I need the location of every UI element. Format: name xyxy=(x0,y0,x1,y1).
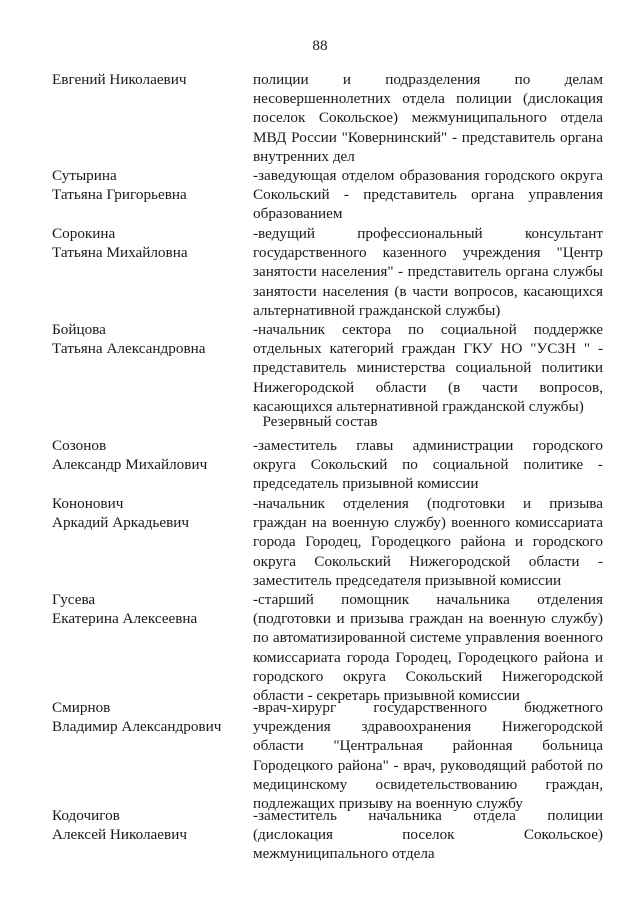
member-role: -заведующая отделом образования городского округа Сокольский - представитель органа управления образованием xyxy=(253,167,603,223)
member-name xyxy=(52,224,242,262)
member-given-name: Евгений Николаевич xyxy=(52,71,187,88)
member-surname: Гусева xyxy=(52,591,96,608)
member-given-name: Аркадий Аркадьевич xyxy=(52,514,190,532)
member-name xyxy=(52,70,242,89)
member-name xyxy=(52,166,242,204)
member-role: полиции и подразделения по делам несовершеннолетних отдела полиции (дислокация поселок Сокольское) межмуниципального отдела МВД России "Ковернинский" - представитель органа внутренних дел xyxy=(253,71,603,165)
member-given-name: Татьяна Михайловна xyxy=(52,244,188,262)
member-name xyxy=(52,320,242,358)
member-role: -заместитель главы администрации городского округа Сокольский по социальной политике - председатель призывной комиссии xyxy=(253,437,603,493)
member-name xyxy=(52,494,242,532)
member-surname: Кодочигов xyxy=(52,807,120,824)
member-surname: Созонов xyxy=(52,437,107,454)
member-given-name: Владимир Александрович xyxy=(52,718,222,736)
member-surname: Бойцова xyxy=(52,321,106,338)
member-surname: Сорокина xyxy=(52,225,116,242)
member-surname: Смирнов xyxy=(52,699,111,716)
member-name xyxy=(52,698,242,736)
reserve-section-heading: Резервный состав xyxy=(262,413,378,430)
member-given-name: Алексей Николаевич xyxy=(52,826,187,844)
member-surname: Кононович xyxy=(52,495,124,512)
member-given-name: Татьяна Александровна xyxy=(52,340,206,358)
member-given-name: Александр Михайлович xyxy=(52,456,208,474)
member-role: -начальник сектора по социальной поддержке отдельных категорий граждан ГКУ НО "УСЗН " - представитель министерства социальной политики Нижегородской области (в части вопросов, касающихся альтернативной гражданской службы) xyxy=(253,321,603,415)
member-given-name: Татьяна Григорьевна xyxy=(52,186,187,204)
member-role: -заместитель начальника отдела полиции (дислокация поселок Сокольское) межмуниципального отдела xyxy=(253,807,603,863)
member-name xyxy=(52,806,242,844)
member-surname: Сутырина xyxy=(52,167,117,184)
member-given-name: Екатерина Алексеевна xyxy=(52,610,198,628)
page-number: 88 xyxy=(312,37,328,54)
member-role: -ведущий профессиональный консультант государственного казенного учреждения "Центр занятости населения" - представитель органа службы занятости населения (в части вопросов, касающихся альтернативной гражданской службы) xyxy=(253,225,603,319)
member-role: -врач-хирург государственного бюджетного учреждения здравоохранения Нижегородской области "Центральная районная больница Городецкого района" - врач, руководящий работой по медицинскому освидетельствованию граждан, подлежащих призыву на военную службу xyxy=(253,699,603,813)
member-role: -старший помощник начальника отделения (подготовки и призыва граждан на военную службу) по автоматизированной системе управления военного комиссариата города Городец, Городецкого района и городского округа Сокольский Нижегородской области - секретарь призывной комиссии xyxy=(253,591,603,705)
member-name xyxy=(52,590,242,628)
member-name xyxy=(52,436,242,474)
member-role: -начальник отделения (подготовки и призыва граждан на военную службу) военного комиссариата города Городец, Городецкого района и городского округа Сокольский Нижегородской области - заместитель председателя призывной комиссии xyxy=(253,495,603,589)
